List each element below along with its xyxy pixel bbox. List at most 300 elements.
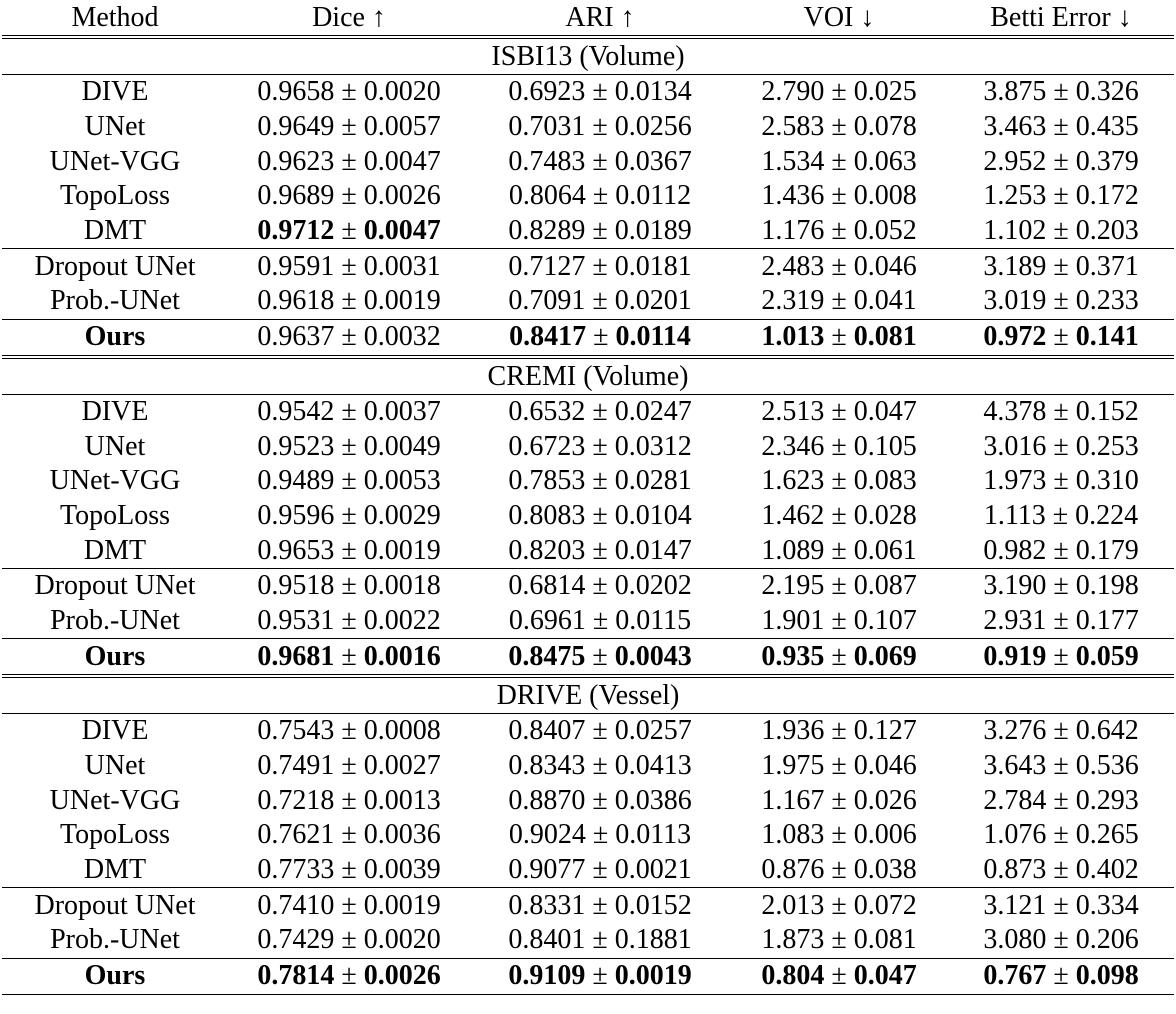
- metric-std: 0.047: [853, 395, 917, 427]
- metric-cell: [228, 144, 470, 179]
- metric-cell: [948, 499, 1174, 534]
- plus-minus-symbol: ±: [831, 215, 847, 247]
- table-row: [2, 714, 1174, 749]
- metric-std: 0.152: [1075, 395, 1139, 427]
- metric-mean: 0.8331: [508, 889, 586, 921]
- metric-mean: 3.276: [983, 715, 1047, 747]
- metric-mean: 2.195: [761, 570, 825, 602]
- metric-cell: [228, 284, 470, 319]
- metric-mean: 2.513: [761, 395, 825, 427]
- plus-minus-symbol: ±: [341, 250, 357, 282]
- metric-cell: [228, 179, 470, 214]
- plus-minus-symbol: ±: [831, 76, 847, 108]
- metric-cell: [948, 284, 1174, 319]
- header-voi: VOI ↓: [730, 0, 948, 37]
- plus-minus-symbol: ±: [592, 395, 608, 427]
- metric-mean: 0.9518: [257, 570, 335, 602]
- metric-mean: 0.7218: [257, 784, 335, 816]
- metric-cell: [470, 639, 730, 676]
- metric-mean: 0.9658: [257, 76, 335, 108]
- metric-mean: 0.8289: [508, 215, 586, 247]
- metric-cell: [948, 533, 1174, 568]
- plus-minus-symbol: ±: [341, 889, 357, 921]
- plus-minus-symbol: ±: [831, 180, 847, 212]
- metric-std: 0.0256: [614, 111, 692, 143]
- metric-std: 0.0413: [614, 750, 692, 782]
- metric-std: 0.198: [1075, 570, 1139, 602]
- metric-std: 0.0113: [615, 819, 692, 851]
- plus-minus-symbol: ±: [1053, 180, 1069, 212]
- metric-std: 0.0112: [615, 180, 692, 212]
- plus-minus-symbol: ±: [341, 854, 357, 886]
- metric-mean: 1.901: [761, 604, 825, 636]
- metric-cell: [730, 429, 948, 464]
- metric-cell: [948, 853, 1174, 888]
- metric-mean: 0.9542: [257, 395, 335, 427]
- metric-std: 0.371: [1075, 250, 1139, 282]
- metric-cell: [228, 604, 470, 639]
- metric-cell: [948, 179, 1174, 214]
- metric-std: 0.083: [853, 465, 917, 497]
- metric-mean: 0.9523: [257, 430, 335, 462]
- metric-cell: [228, 958, 470, 994]
- plus-minus-symbol: ±: [592, 499, 608, 531]
- metric-cell: [730, 568, 948, 603]
- metric-cell: [228, 319, 470, 356]
- metric-cell: [948, 464, 1174, 499]
- plus-minus-symbol: ±: [592, 430, 608, 462]
- metric-cell: [730, 319, 948, 356]
- metric-std: 0.0104: [614, 499, 692, 531]
- metric-std: 0.0019: [363, 534, 441, 566]
- plus-minus-symbol: ±: [341, 604, 357, 636]
- metric-cell: [228, 639, 470, 676]
- metric-std: 0.127: [853, 715, 917, 747]
- plus-minus-symbol: ±: [341, 534, 357, 566]
- metric-mean: 0.9618: [257, 285, 335, 317]
- section-title: ISBI13 (Volume): [2, 37, 1174, 75]
- metric-std: 0.0021: [614, 854, 692, 886]
- plus-minus-symbol: ±: [592, 640, 608, 672]
- metric-cell: [730, 783, 948, 818]
- metric-std: 0.008: [853, 180, 917, 212]
- metric-cell: [470, 533, 730, 568]
- metric-std: 0.0386: [614, 784, 692, 816]
- plus-minus-symbol: ±: [831, 285, 847, 317]
- plus-minus-symbol: ±: [1053, 960, 1069, 992]
- plus-minus-symbol: ±: [831, 430, 847, 462]
- metric-mean: 0.6532: [508, 395, 586, 427]
- plus-minus-symbol: ±: [341, 640, 357, 672]
- metric-std: 0.334: [1075, 889, 1139, 921]
- metric-std: 0.0037: [363, 395, 441, 427]
- metric-mean: 3.189: [983, 250, 1047, 282]
- metric-cell: [228, 249, 470, 284]
- table-row: [2, 75, 1174, 110]
- metric-cell: [470, 604, 730, 639]
- metric-cell: [730, 499, 948, 534]
- metric-cell: [228, 394, 470, 429]
- plus-minus-symbol: ±: [341, 111, 357, 143]
- metric-std: 0.105: [853, 430, 917, 462]
- plus-minus-symbol: ±: [831, 854, 847, 886]
- metric-cell: [730, 604, 948, 639]
- metric-mean: 1.176: [761, 215, 825, 247]
- metric-std: 0.0027: [363, 750, 441, 782]
- metric-std: 0.0367: [614, 145, 692, 177]
- plus-minus-symbol: ±: [341, 321, 357, 353]
- table-row: [2, 533, 1174, 568]
- plus-minus-symbol: ±: [1053, 465, 1069, 497]
- metric-std: 0.072: [853, 889, 917, 921]
- plus-minus-symbol: ±: [1053, 321, 1069, 353]
- plus-minus-symbol: ±: [592, 570, 608, 602]
- table-body: [2, 37, 1174, 994]
- method-cell: Ours: [2, 958, 228, 994]
- results-table: [2, 0, 1174, 995]
- plus-minus-symbol: ±: [592, 285, 608, 317]
- metric-std: 0.0018: [363, 570, 441, 602]
- metric-cell: [470, 429, 730, 464]
- metric-std: 0.0152: [614, 889, 692, 921]
- metric-std: 0.379: [1075, 145, 1139, 177]
- metric-mean: 0.7031: [508, 111, 586, 143]
- table-row: [2, 639, 1174, 676]
- metric-mean: 4.378: [983, 395, 1047, 427]
- table-row: [2, 818, 1174, 853]
- metric-mean: 0.7410: [257, 889, 335, 921]
- metric-cell: [948, 639, 1174, 676]
- metric-std: 0.536: [1075, 750, 1139, 782]
- metric-cell: [228, 110, 470, 145]
- metric-cell: [470, 144, 730, 179]
- metric-cell: [948, 568, 1174, 603]
- plus-minus-symbol: ±: [592, 715, 608, 747]
- metric-mean: 2.931: [983, 604, 1047, 636]
- header-method: Method: [2, 0, 228, 37]
- plus-minus-symbol: ±: [1052, 499, 1069, 531]
- metric-std: 0.052: [853, 215, 917, 247]
- metric-std: 0.0020: [363, 76, 441, 108]
- metric-mean: 0.8870: [508, 784, 586, 816]
- method-cell: DIVE: [81, 395, 149, 427]
- plus-minus-symbol: ±: [831, 111, 847, 143]
- metric-mean: 0.9489: [257, 465, 335, 497]
- metric-cell: [948, 958, 1174, 994]
- metric-std: 0.0019: [363, 285, 441, 317]
- metric-mean: 1.973: [983, 465, 1047, 497]
- plus-minus-symbol: ±: [592, 854, 608, 886]
- metric-mean: 1.873: [761, 924, 825, 956]
- metric-cell: [470, 923, 730, 958]
- method-cell: UNet-VGG: [49, 784, 181, 816]
- metric-mean: 1.623: [761, 465, 825, 497]
- metric-mean: 0.9024: [508, 819, 586, 851]
- metric-mean: 0.7091: [508, 285, 586, 317]
- metric-mean: 0.9596: [257, 499, 335, 531]
- metric-mean: 0.8417: [509, 321, 587, 353]
- metric-std: 0.006: [853, 819, 917, 851]
- metric-mean: 0.935: [761, 640, 825, 672]
- metric-mean: 0.7491: [257, 750, 335, 782]
- metric-std: 0.046: [853, 750, 917, 782]
- metric-std: 0.069: [853, 640, 917, 672]
- metric-cell: [228, 888, 470, 923]
- table-row: [2, 568, 1174, 603]
- method-cell: TopoLoss: [59, 819, 171, 851]
- method-cell: DMT: [83, 215, 147, 247]
- plus-minus-symbol: ±: [592, 960, 608, 992]
- section-title: DRIVE (Vessel): [2, 676, 1174, 714]
- metric-std: 0.206: [1075, 924, 1139, 956]
- plus-minus-symbol: ±: [1053, 570, 1069, 602]
- metric-std: 0.253: [1075, 430, 1139, 462]
- plus-minus-symbol: ±: [831, 640, 847, 672]
- metric-std: 0.0008: [363, 715, 441, 747]
- metric-std: 0.177: [1075, 604, 1139, 636]
- plus-minus-symbol: ±: [592, 76, 608, 108]
- metric-std: 0.107: [853, 604, 917, 636]
- plus-minus-symbol: ±: [831, 395, 847, 427]
- metric-std: 0.0057: [363, 111, 441, 143]
- metric-mean: 0.7127: [508, 250, 586, 282]
- metric-mean: 3.019: [983, 285, 1047, 317]
- plus-minus-symbol: ±: [341, 784, 357, 816]
- plus-minus-symbol: ±: [593, 321, 609, 353]
- metric-std: 0.0032: [363, 321, 441, 353]
- plus-minus-symbol: ±: [1053, 784, 1069, 816]
- metric-std: 0.059: [1075, 640, 1139, 672]
- metric-mean: 0.8475: [508, 640, 586, 672]
- metric-std: 0.224: [1075, 499, 1139, 531]
- plus-minus-symbol: ±: [831, 321, 847, 353]
- plus-minus-symbol: ±: [1053, 889, 1069, 921]
- metric-cell: [470, 818, 730, 853]
- plus-minus-symbol: ±: [831, 250, 847, 282]
- metric-cell: [730, 179, 948, 214]
- plus-minus-symbol: ±: [1053, 215, 1069, 247]
- plus-minus-symbol: ±: [341, 570, 357, 602]
- metric-std: 0.0047: [363, 215, 441, 247]
- metric-cell: [470, 110, 730, 145]
- metric-std: 0.0019: [614, 960, 692, 992]
- metric-std: 0.203: [1075, 215, 1139, 247]
- metric-std: 0.1881: [614, 924, 692, 956]
- table-row: [2, 394, 1174, 429]
- metric-std: 0.0039: [363, 854, 441, 886]
- metric-mean: 0.6923: [508, 76, 586, 108]
- section-header-row: [2, 676, 1174, 714]
- metric-cell: [730, 75, 948, 110]
- plus-minus-symbol: ±: [341, 499, 357, 531]
- method-cell: DMT: [83, 534, 147, 566]
- metric-mean: 0.9637: [257, 321, 335, 353]
- method-cell: Prob.-UNet: [50, 604, 180, 636]
- metric-cell: [730, 533, 948, 568]
- plus-minus-symbol: ±: [341, 819, 357, 851]
- method-cell: DMT: [83, 854, 147, 886]
- metric-cell: [948, 110, 1174, 145]
- metric-mean: 2.952: [983, 145, 1047, 177]
- metric-cell: [470, 499, 730, 534]
- metric-mean: 1.936: [761, 715, 825, 747]
- metric-cell: [730, 749, 948, 784]
- method-cell: Ours: [2, 639, 228, 676]
- metric-mean: 2.784: [983, 784, 1047, 816]
- plus-minus-symbol: ±: [592, 215, 608, 247]
- method-cell: UNet: [84, 111, 146, 143]
- metric-std: 0.0022: [363, 604, 441, 636]
- plus-minus-symbol: ±: [1053, 750, 1069, 782]
- plus-minus-symbol: ±: [341, 76, 357, 108]
- metric-mean: 0.9649: [257, 111, 335, 143]
- section-header-row: [2, 357, 1174, 395]
- metric-cell: [470, 783, 730, 818]
- plus-minus-symbol: ±: [831, 499, 847, 531]
- metric-mean: 0.9531: [257, 604, 335, 636]
- metric-cell: [228, 923, 470, 958]
- metric-mean: 1.167: [761, 784, 825, 816]
- metric-cell: [228, 464, 470, 499]
- metric-mean: 3.875: [983, 76, 1047, 108]
- metric-std: 0.098: [1075, 960, 1139, 992]
- metric-mean: 0.6814: [508, 570, 586, 602]
- plus-minus-symbol: ±: [341, 395, 357, 427]
- metric-mean: 0.7733: [257, 854, 335, 886]
- method-cell: Prob.-UNet: [50, 285, 180, 317]
- metric-mean: 2.790: [761, 76, 825, 108]
- section-title: CREMI (Volume): [2, 357, 1174, 395]
- metric-std: 0.047: [853, 960, 917, 992]
- metric-std: 0.0257: [614, 715, 692, 747]
- metric-cell: [470, 75, 730, 110]
- metric-std: 0.642: [1075, 715, 1139, 747]
- metric-cell: [948, 249, 1174, 284]
- plus-minus-symbol: ±: [1053, 111, 1069, 143]
- method-cell: Dropout UNet: [2, 888, 228, 923]
- metric-cell: [730, 923, 948, 958]
- metric-mean: 0.9689: [257, 180, 335, 212]
- metric-std: 0.025: [853, 76, 917, 108]
- table-row: [2, 214, 1174, 249]
- metric-mean: 0.6961: [508, 604, 586, 636]
- metric-cell: [470, 958, 730, 994]
- plus-minus-symbol: ±: [341, 285, 357, 317]
- method-cell: Prob.-UNet: [50, 924, 180, 956]
- table-row: [2, 249, 1174, 284]
- metric-cell: [470, 179, 730, 214]
- metric-mean: 3.463: [983, 111, 1047, 143]
- metric-std: 0.293: [1075, 784, 1139, 816]
- plus-minus-symbol: ±: [592, 250, 608, 282]
- metric-std: 0.081: [853, 924, 917, 956]
- metric-std: 0.310: [1075, 465, 1139, 497]
- method-cell: DIVE: [81, 76, 149, 108]
- plus-minus-symbol: ±: [1053, 854, 1069, 886]
- metric-mean: 1.076: [983, 819, 1047, 851]
- method-cell: UNet: [84, 430, 146, 462]
- plus-minus-symbol: ±: [1053, 640, 1069, 672]
- metric-mean: 2.319: [761, 285, 825, 317]
- metric-cell: [948, 214, 1174, 249]
- metric-std: 0.0312: [614, 430, 692, 462]
- header-ari: ARI ↑: [470, 0, 730, 37]
- plus-minus-symbol: ±: [831, 465, 847, 497]
- plus-minus-symbol: ±: [1053, 924, 1069, 956]
- metric-mean: 0.804: [761, 960, 825, 992]
- metric-std: 0.0031: [363, 250, 441, 282]
- metric-std: 0.0181: [614, 250, 692, 282]
- metric-mean: 0.7621: [257, 819, 335, 851]
- metric-mean: 1.253: [983, 180, 1047, 212]
- plus-minus-symbol: ±: [831, 604, 847, 636]
- plus-minus-symbol: ±: [1053, 145, 1069, 177]
- metric-cell: [948, 319, 1174, 356]
- metric-mean: 1.013: [761, 321, 825, 353]
- plus-minus-symbol: ±: [341, 180, 357, 212]
- plus-minus-symbol: ±: [592, 465, 608, 497]
- plus-minus-symbol: ±: [592, 180, 609, 212]
- metric-cell: [470, 319, 730, 356]
- metric-cell: [470, 284, 730, 319]
- metric-mean: 1.462: [761, 499, 825, 531]
- metric-std: 0.0016: [363, 640, 441, 672]
- metric-cell: [228, 533, 470, 568]
- metric-std: 0.435: [1075, 111, 1139, 143]
- metric-cell: [470, 464, 730, 499]
- method-cell: UNet-VGG: [49, 145, 181, 177]
- metric-cell: [730, 958, 948, 994]
- table-row: [2, 923, 1174, 958]
- metric-cell: [228, 853, 470, 888]
- metric-cell: [948, 604, 1174, 639]
- plus-minus-symbol: ±: [1053, 534, 1069, 566]
- table-row: [2, 749, 1174, 784]
- plus-minus-symbol: ±: [341, 715, 357, 747]
- plus-minus-symbol: ±: [831, 819, 847, 851]
- plus-minus-symbol: ±: [831, 715, 847, 747]
- metric-std: 0.179: [1075, 534, 1139, 566]
- metric-mean: 3.121: [983, 889, 1047, 921]
- table-row: [2, 144, 1174, 179]
- plus-minus-symbol: ±: [592, 145, 608, 177]
- method-cell: UNet: [84, 750, 146, 782]
- metric-std: 0.0043: [614, 640, 692, 672]
- metric-mean: 1.534: [761, 145, 825, 177]
- plus-minus-symbol: ±: [831, 750, 847, 782]
- metric-cell: [948, 394, 1174, 429]
- method-cell: UNet-VGG: [49, 465, 181, 497]
- metric-mean: 1.975: [761, 750, 825, 782]
- metric-mean: 0.9591: [257, 250, 335, 282]
- method-cell: Dropout UNet: [2, 568, 228, 603]
- section-header-row: [2, 37, 1174, 75]
- metric-mean: 0.972: [983, 321, 1047, 353]
- metric-std: 0.0202: [614, 570, 692, 602]
- table-row: [2, 429, 1174, 464]
- plus-minus-symbol: ±: [1053, 285, 1069, 317]
- metric-cell: [470, 249, 730, 284]
- plus-minus-symbol: ±: [831, 570, 847, 602]
- table-row: [2, 604, 1174, 639]
- metric-mean: 0.982: [983, 534, 1047, 566]
- metric-cell: [948, 429, 1174, 464]
- metric-cell: [470, 568, 730, 603]
- metric-cell: [228, 429, 470, 464]
- plus-minus-symbol: ±: [831, 924, 847, 956]
- table-row: [2, 783, 1174, 818]
- plus-minus-symbol: ±: [1053, 604, 1069, 636]
